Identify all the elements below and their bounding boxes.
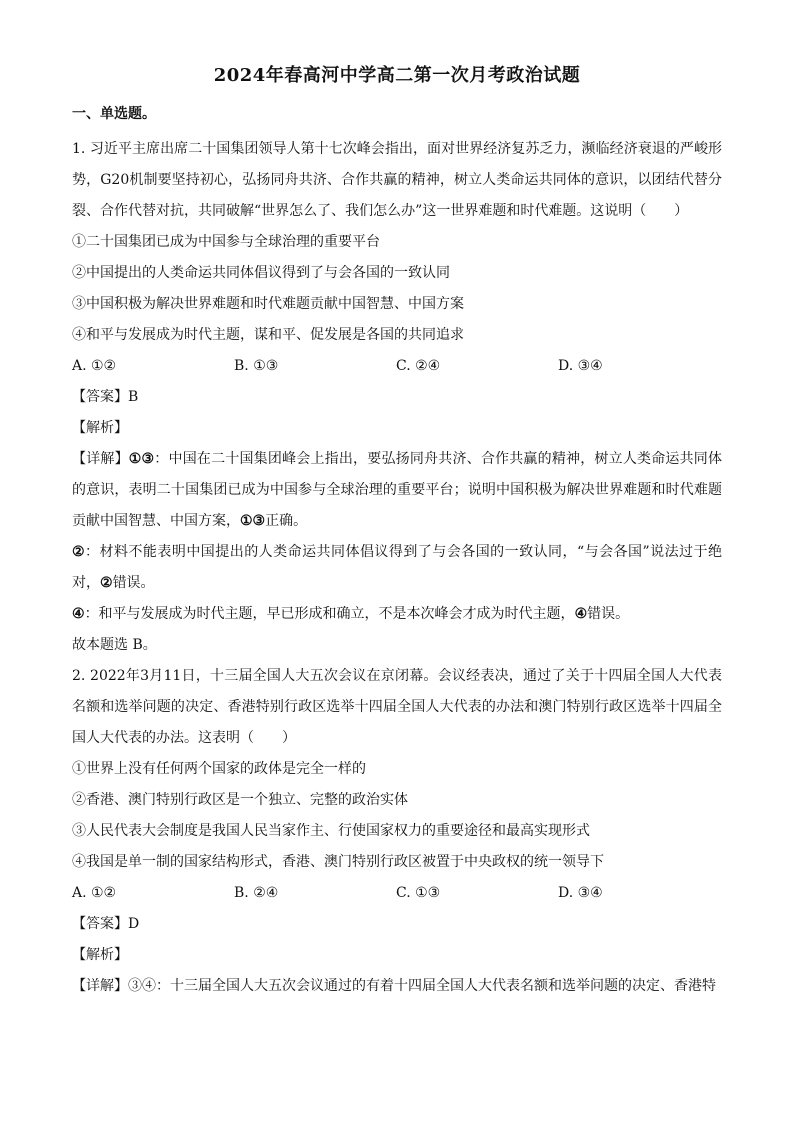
question-2-choice-b: B. ②④ [234,885,279,901]
question-1-analysis-tag: 【解析】 [72,420,128,436]
question-1-option-1: ①二十国集团已成为中国参与全球治理的重要平台 [72,234,380,250]
question-1-option-3: ③中国积极为解决世界难题和时代难题贡献中国智慧、中国方案 [72,296,464,312]
question-1-stem: 1. 习近平主席出席二十国集团领导人第十七次峰会指出，面对世界经济复苏乏力，濒临经济衰退的严峻形势，G20机制要坚持初心，弘扬同舟共济、合作共赢的精神，树立人类命运共同体的意识，以团结代替分裂、合作代替对抗，共同破解“世界怎么了、我们怎么办”这一世界难题和时代难题。这说明（ ） [72,141,722,219]
detail-1-text: ③④：十三届全国人大五次会议通过的有着十四届全国人大代表名额和选举问题的决定、香港特 [128,978,716,994]
question-2-choices [72,878,722,909]
question-2-answer [72,909,722,940]
question-1-detail-3 [72,599,722,630]
question-1-choice-a: A. ①② [72,358,117,374]
answer-tag: 【答案】 [72,916,128,932]
detail-1-text: ：中国在二十国集团峰会上指出，要弘扬同舟共济、合作共赢的精神，树立人类命运共同体的意识，表明二十国集团已成为中国参与全球治理的重要平台；说明中国积极为解决世界难题和时代难题贡献中国智慧、中国方案， [72,451,722,529]
page-title: 2024年春高河中学高二第一次月考政治试题 [213,65,581,86]
detail-1-prefix: ①③ [128,451,155,467]
question-2-detail-1 [72,971,722,1002]
answer-tag: 【答案】 [72,389,128,405]
detail-1-mark: ①③ [240,513,266,529]
question-1-conclusion: 故本题选 B。 [72,637,157,653]
answer-value: D [128,916,140,932]
document-page [72,62,722,1002]
question-2-choice-c: C. ①③ [396,885,441,901]
detail-tag: 【详解】 [72,978,128,994]
question-2-option-2: ②香港、澳门特别行政区是一个独立、完整的政治实体 [72,792,408,808]
question-2 [72,661,722,1002]
question-1-option-4: ④和平与发展成为时代主题，谋和平、促发展是各国的共同追求 [72,327,464,343]
question-1-choice-c: C. ②④ [396,358,441,374]
section-title: 一、单选题。 [72,106,156,122]
question-1-choices [72,351,722,382]
question-1-option-2: ②中国提出的人类命运共同体倡议得到了与会各国的一致认同 [72,265,450,281]
question-2-stem: 2. 2022年3月11日，十三届全国人大五次会议在京闭幕。会议经表决，通过了关于十四届全国人大代表名额和选举问题的决定、香港特别行政区选举十四届全国人大代表的办法和澳门特别行政区选举十四届全国人大代表的办法。这表明（ ） [72,668,722,746]
detail-3-end: 错误。 [587,606,630,622]
question-2-choice-d: D. ③④ [558,885,603,901]
question-1-detail-2 [72,537,722,599]
detail-2-mark: ② [100,575,113,591]
question-2-option-3: ③人民代表大会制度是我国人民当家作主、行使国家权力的重要途径和最高实现形式 [72,823,590,839]
question-1-detail-1 [72,444,722,537]
detail-3-mark: ④ [574,606,588,622]
question-2-option-1: ①世界上没有任何两个国家的政体是完全一样的 [72,761,366,777]
question-2-choice-a: A. ①② [72,885,117,901]
question-1 [72,134,722,661]
question-1-answer [72,382,722,413]
question-2-analysis-tag: 【解析】 [72,947,128,963]
detail-3-text: ：和平与发展成为时代主题，早已形成和确立，不是本次峰会才成为时代主题， [84,606,575,622]
question-2-option-4: ④我国是单一制的国家结构形式，香港、澳门特别行政区被置于中央政权的统一领导下 [72,854,604,870]
detail-3-prefix: ④ [72,606,85,622]
detail-1-end: 正确。 [265,513,308,529]
detail-2-prefix: ② [72,544,86,560]
answer-value: B [128,389,139,405]
question-1-choice-b: B. ①③ [234,358,279,374]
question-1-choice-d: D. ③④ [558,358,603,374]
detail-2-text: ：材料不能表明中国提出的人类命运共同体倡议得到了与会各国的一致认同，“与会各国”说法过于绝对， [72,544,722,591]
detail-tag: 【详解】 [72,451,129,467]
detail-2-end: 错误。 [112,575,155,591]
